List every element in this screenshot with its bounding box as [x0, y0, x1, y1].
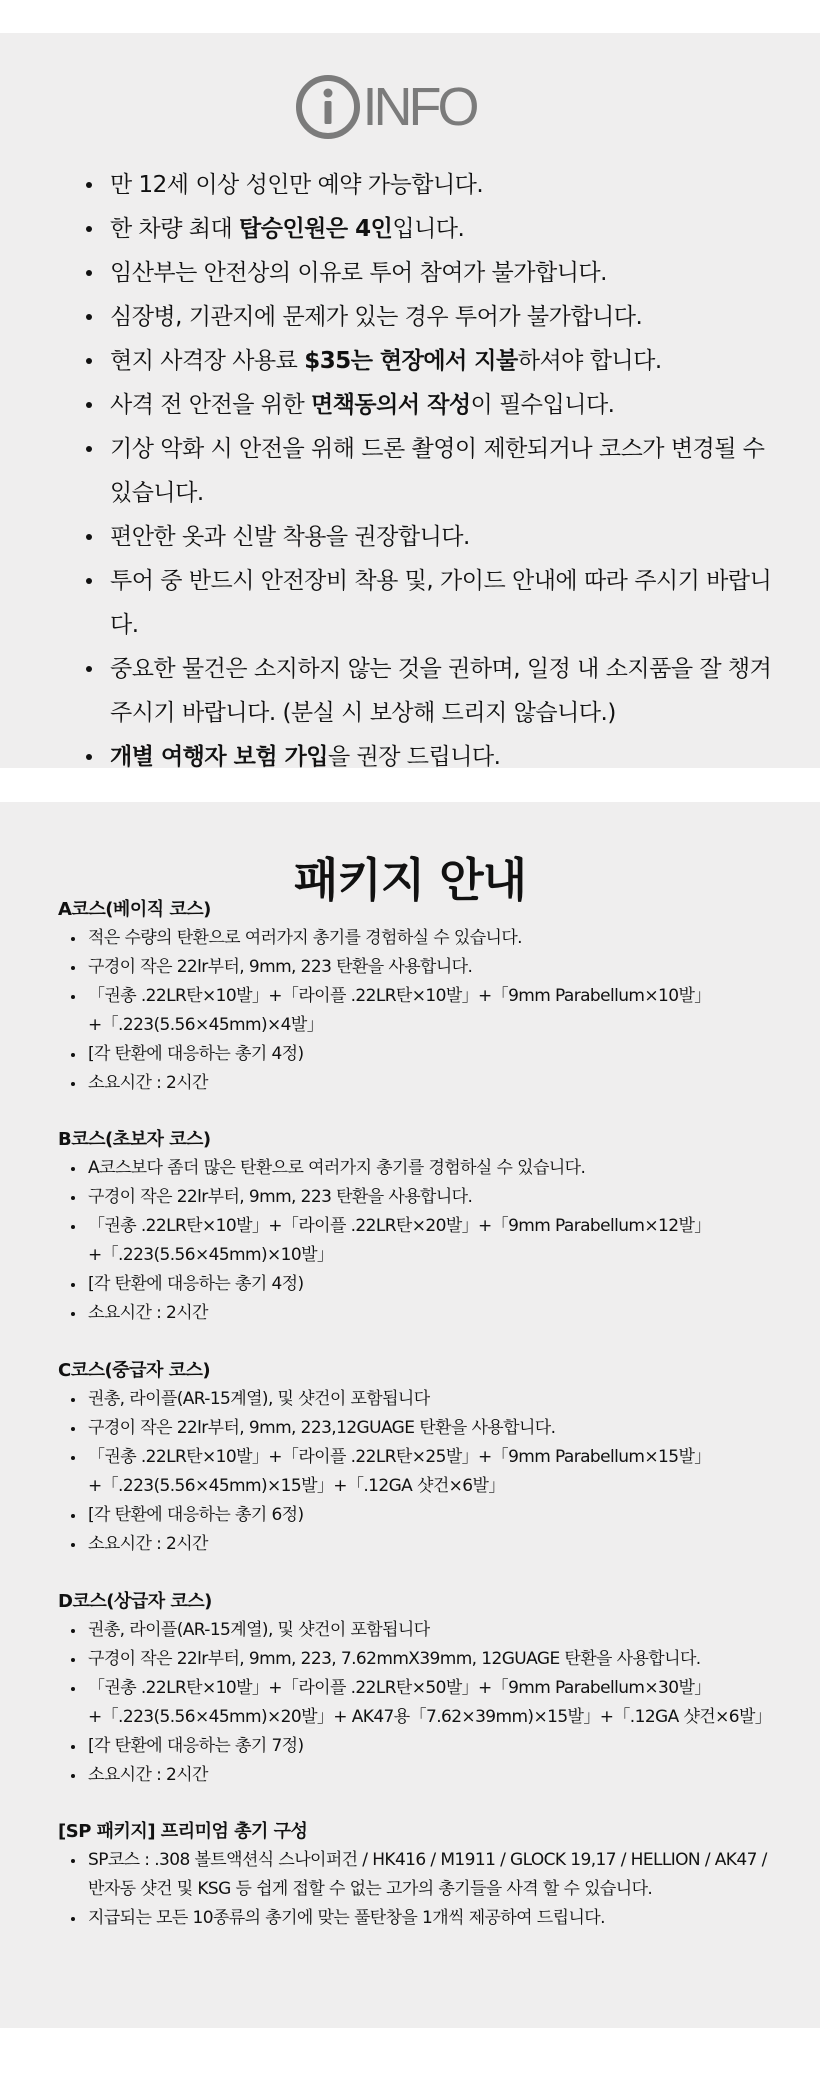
- info-circle-icon: [295, 74, 361, 140]
- course-detail-item: 구경이 작은 22lr부터, 9mm, 223, 7.62mmX39mm, 12GUAGE 탄환을 사용합니다.: [58, 1645, 778, 1674]
- course-title: [SP 패키지] 프리미엄 총기 구성: [58, 1821, 308, 1842]
- course-detail-item: 「권총 .22LR탄×10발」+「라이플 .22LR탄×25발」+「9mm Parabellum×15발」+「.223(5.56×45mm)×15발」+「.12GA 샷건×6발」: [58, 1443, 778, 1501]
- info-emphasis-text: 탑승인원은 4인: [239, 216, 393, 242]
- course-detail-item: 「권총 .22LR탄×10발」+「라이플 .22LR탄×10발」+「9mm Parabellum×10발」+「.223(5.56×45mm)×4발」: [58, 982, 778, 1040]
- course-block: [58, 1588, 778, 1790]
- course-title: B코스(초보자 코스): [58, 1129, 211, 1150]
- info-text: 을 권장 드립니다.: [327, 744, 501, 770]
- course-detail-item: A코스보다 좀더 많은 탄환으로 여러가지 총기를 경험하실 수 있습니다.: [58, 1154, 778, 1183]
- course-detail-item: [각 탄환에 대응하는 총기 4정): [58, 1270, 778, 1299]
- course-detail-item: 소요시간 : 2시간: [58, 1761, 778, 1790]
- info-text: 하셔야 합니다.: [517, 348, 662, 374]
- course-detail-item: 소요시간 : 2시간: [58, 1530, 778, 1559]
- info-text: 심장병, 기관지에 문제가 있는 경우 투어가 불가합니다.: [110, 304, 643, 330]
- course-title: D코스(상급자 코스): [58, 1591, 212, 1612]
- course-detail-list: [58, 1616, 778, 1790]
- info-list-item: [82, 339, 782, 383]
- info-list: [82, 163, 782, 779]
- info-emphasis-text: 면책동의서 작성: [311, 392, 471, 418]
- course-detail-list: [58, 924, 778, 1098]
- info-emphasis-text: 개별 여행자 보험 가입: [110, 744, 328, 770]
- course-detail-item: 권총, 라이플(AR-15계열), 및 샷건이 포함됩니다: [58, 1616, 778, 1645]
- info-header: [0, 71, 820, 143]
- course-detail-item: 「권총 .22LR탄×10발」+「라이플 .22LR탄×50발」+「9mm Parabellum×30발」+「.223(5.56×45mm)×20발」+ AK47용「7.62×39mm)×15발」+「.12GA 샷건×6발」: [58, 1674, 778, 1732]
- package-section: [0, 802, 820, 2028]
- info-list-item: [82, 647, 782, 735]
- info-text: 임산부는 안전상의 이유로 투어 참여가 불가합니다.: [110, 260, 607, 286]
- course-block: [58, 896, 778, 1098]
- course-detail-item: 「권총 .22LR탄×10발」+「라이플 .22LR탄×20발」+「9mm Parabellum×12발」+「.223(5.56×45mm)×10발」: [58, 1212, 778, 1270]
- info-list-item: [82, 515, 782, 559]
- info-text: 이 필수입니다.: [470, 392, 615, 418]
- course-detail-item: SP코스 : .308 볼트액션식 스나이퍼건 / HK416 / M1911 / GLOCK 19,17 / HELLION / AK47 / 반자동 샷건 및 KSG 등 쉽게 접할 수 없는 고가의 총기들을 사격 할 수 있습니다.: [58, 1846, 778, 1904]
- info-text: 사격 전 안전을 위한: [110, 392, 311, 418]
- course-title: A코스(베이직 코스): [58, 899, 211, 920]
- course-detail-item: 적은 수량의 탄환으로 여러가지 총기를 경험하실 수 있습니다.: [58, 924, 778, 953]
- info-text: 기상 악화 시 안전을 위해 드론 촬영이 제한되거나 코스가 변경될 수 있습니다.: [110, 436, 765, 506]
- info-text: 한 차량 최대: [110, 216, 240, 242]
- info-title: INFO: [362, 77, 476, 137]
- course-block: [58, 1126, 778, 1328]
- course-detail-list: [58, 1385, 778, 1559]
- course-detail-item: 구경이 작은 22lr부터, 9mm, 223 탄환을 사용합니다.: [58, 1183, 778, 1212]
- info-text: 편안한 옷과 신발 착용을 권장합니다.: [110, 524, 470, 550]
- info-list-item: [82, 559, 782, 647]
- info-emphasis-text: $35는 현장에서 지불: [304, 348, 518, 374]
- course-detail-item: 소요시간 : 2시간: [58, 1299, 778, 1328]
- info-text: 현지 사격장 사용료: [110, 348, 305, 374]
- course-block: [58, 1357, 778, 1559]
- course-detail-item: 권총, 라이플(AR-15계열), 및 샷건이 포함됩니다: [58, 1385, 778, 1414]
- info-list-item: [82, 163, 782, 207]
- course-detail-item: 지급되는 모든 10종류의 총기에 맞는 풀탄창을 1개씩 제공하여 드립니다.: [58, 1904, 778, 1933]
- info-text: 만 12세 이상 성인만 예약 가능합니다.: [110, 172, 484, 198]
- course-block: [58, 1818, 778, 1933]
- info-list-item: [82, 735, 782, 779]
- course-title: C코스(중급자 코스): [58, 1360, 211, 1381]
- course-detail-list: [58, 1846, 778, 1933]
- info-text: 입니다.: [392, 216, 465, 242]
- info-text: 투어 중 반드시 안전장비 착용 및, 가이드 안내에 따라 주시기 바랍니다.: [110, 568, 772, 638]
- course-detail-item: 소요시간 : 2시간: [58, 1069, 778, 1098]
- info-list-item: [82, 295, 782, 339]
- course-detail-list: [58, 1154, 778, 1328]
- course-detail-item: [각 탄환에 대응하는 총기 4정): [58, 1040, 778, 1069]
- info-list-item: [82, 383, 782, 427]
- course-detail-item: [각 탄환에 대응하는 총기 6정): [58, 1501, 778, 1530]
- info-list-item: [82, 251, 782, 295]
- package-title: 패키지 안내: [293, 853, 527, 907]
- course-detail-item: [각 탄환에 대응하는 총기 7정): [58, 1732, 778, 1761]
- info-text: 중요한 물건은 소지하지 않는 것을 권하며, 일정 내 소지품을 잘 챙겨 주시기 바랍니다. (분실 시 보상해 드리지 않습니다.): [110, 656, 772, 726]
- info-list-item: [82, 207, 782, 251]
- info-list-item: [82, 427, 782, 515]
- info-section: [0, 33, 820, 768]
- course-detail-item: 구경이 작은 22lr부터, 9mm, 223,12GUAGE 탄환을 사용합니다.: [58, 1414, 778, 1443]
- course-detail-item: 구경이 작은 22lr부터, 9mm, 223 탄환을 사용합니다.: [58, 953, 778, 982]
